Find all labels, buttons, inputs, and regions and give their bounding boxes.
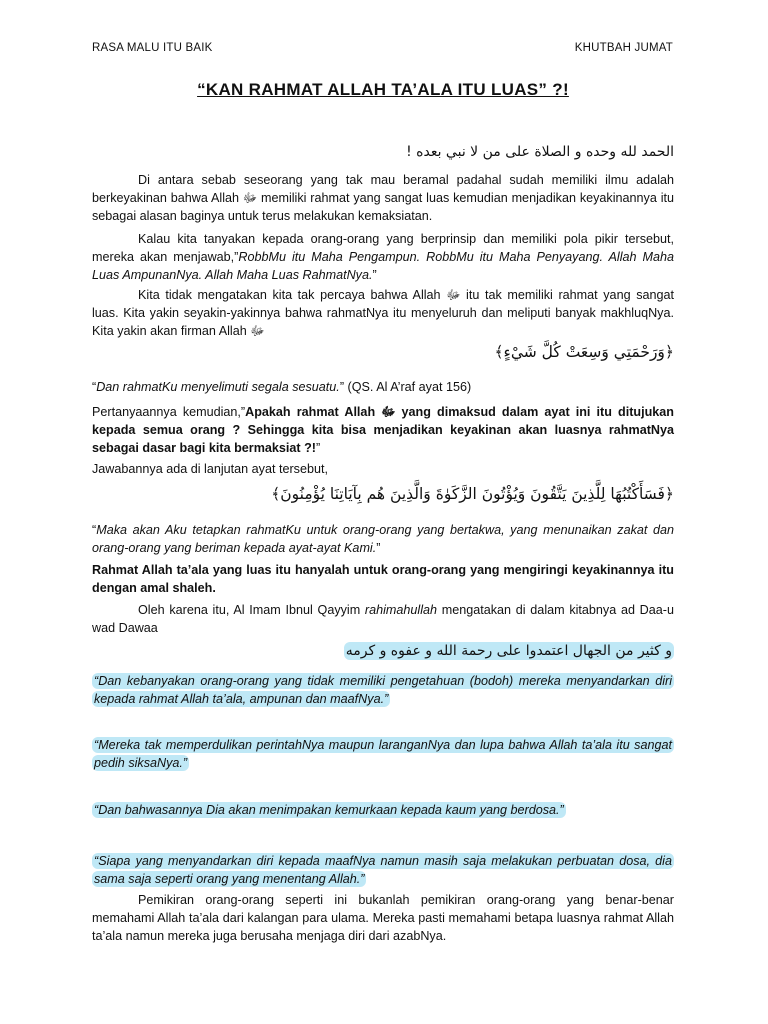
p7-end: mengatakan di dalam kitabnya ad Daa-u wad Dawaa bbox=[92, 603, 674, 635]
p2-start: Kalau kita tanyakan kepada orang-orang yang berprinsip dan memiliki pola pikir tersebut, mereka akan menjawab,” bbox=[92, 232, 674, 264]
document-title: “KAN RAHMAT ALLAH TA’ALA ITU LUAS” ?! bbox=[197, 80, 569, 99]
quote-arabic bbox=[344, 643, 674, 659]
p4-end: ” bbox=[315, 441, 321, 455]
p4-bold: Apakah rahmat Allah ﷻ yang dimaksud dalam ayat ini itu ditujukan kepada semua orang ? Sehingga kita bisa menjadikan keyakinan akan luasnya rahmatNya sebagai dasar bagi kita bermaksiat ?! bbox=[92, 405, 674, 455]
running-header-left: RASA MALU ITU BAIK bbox=[92, 42, 213, 54]
ayah-1-reference: (QS. Al A’raf ayat 156) bbox=[344, 380, 472, 394]
quote-2-text: “Mereka tak memperdulikan perintahNya maupun laranganNya dan lupa bahwa Allah ta’ala itu sangat pedih siksaNya.” bbox=[94, 738, 672, 770]
ayah-2-translation-text: Maka akan Aku tetapkan rahmatKu untuk orang-orang yang bertakwa, yang menunaikan zakat dan orang-orang yang beriman kepada ayat-ayat Kami. bbox=[92, 523, 674, 555]
ayah-1-translation-text: Dan rahmatKu menyelimuti segala sesuatu. bbox=[96, 380, 340, 394]
paragraph-5: Jawabannya ada di lanjutan ayat tersebut, bbox=[92, 462, 328, 476]
running-header-right: KHUTBAH JUMAT bbox=[574, 42, 673, 54]
ayah-1-translation: “Dan rahmatKu menyelimuti segala sesuatu.” (QS. Al A’raf ayat 156) bbox=[92, 380, 472, 394]
paragraph-8: Pemikiran orang-orang seperti ini bukanlah pemikiran orang-orang yang benar-benar memahami Allah ta’ala dari kalangan para ulama. Mereka pasti memahami betapa luasnya rahmat Allah ta’ala namun mereka juga berusaha menjaga diri dari azabNya. bbox=[92, 893, 674, 943]
quote-4 bbox=[92, 852, 674, 888]
quote-4-text: “Siapa yang menyandarkan diri kepada maafNya namun masih saja melakukan perbuatan dosa, dia sama saja seperti orang yang menentang Allah.” bbox=[94, 854, 672, 886]
quote-3-text: “Dan bahwasannya Dia akan menimpakan kemurkaan kepada kaum yang berdosa.” bbox=[94, 803, 564, 817]
quote-arabic-text: و كثير من الجهال اعتمدوا على رحمة الله و عفوه و كرمه bbox=[345, 643, 672, 659]
quote-2 bbox=[92, 736, 674, 772]
paragraph-7 bbox=[92, 601, 674, 637]
p2-italic: RobbMu itu Maha Pengampun. RobbMu itu Maha Penyayang. Allah Maha Luas AmpunanNya. Allah Maha Luas RahmatNya. bbox=[92, 250, 674, 282]
quote-1-text: “Dan kebanyakan orang-orang yang tidak memiliki pengetahuan (bodoh) mereka menyandarkan diri kepada rahmat Allah ta’ala, ampunan dan maafNya.” bbox=[94, 674, 672, 706]
p7-start: Oleh karena itu, Al Imam Ibnul Qayyim bbox=[138, 603, 365, 617]
quote-1 bbox=[92, 672, 674, 708]
paragraph-3: Kita tidak mengatakan kita tak percaya bahwa Allah ﷻ itu tak memiliki rahmat yang sangat luas. Kita yakin seyakin-yakinnya bahwa rahmatNya itu menyeluruh dan meliputi banyak makhluqNya. Kita yakin akan firman Allah ﷻ bbox=[92, 288, 675, 338]
opening-arabic: الحمد لله وحده و الصلاة على من لا نبي بعده ! bbox=[406, 144, 674, 160]
ayah-2-translation: “Maka akan Aku tetapkan rahmatKu untuk orang-orang yang bertakwa, yang menunaikan zakat dan orang-orang yang beriman kepada ayat-ayat Kami.” bbox=[92, 523, 674, 555]
paragraph-4 bbox=[92, 403, 674, 457]
ayah-1: ﴿وَرَحْمَتِي وَسِعَتْ كُلَّ شَيْءٍ﴾ bbox=[494, 343, 674, 361]
quote-3 bbox=[92, 801, 674, 819]
ayah-2: ﴿فَسَأَكْتُبُهَا لِلَّذِينَ يَتَّقُونَ وَيُؤْتُونَ الزَّكَوٰةَ وَالَّذِينَ هُم بِآيَاتِنَا يُؤْمِنُونَ﴾ bbox=[271, 485, 674, 503]
p2-end: ” bbox=[372, 268, 377, 282]
p4-start: Pertanyaannya kemudian,” bbox=[92, 405, 246, 419]
p7-italic: rahimahullah bbox=[364, 603, 438, 617]
paragraph-1: Di antara sebab seseorang yang tak mau beramal padahal sudah memiliki ilmu adalah berkeyakinan bahwa Allah ﷻ memiliki rahmat yang sangat luas kemudian menjadikan keyakinannya itu sebagai alasan baginya untuk terus melakukan kemaksiatan. bbox=[92, 173, 674, 223]
paragraph-2 bbox=[92, 230, 674, 284]
paragraph-6: Rahmat Allah ta’ala yang luas itu hanyalah untuk orang-orang yang mengiringi keyakinannya itu dengan amal shaleh. bbox=[92, 563, 674, 595]
